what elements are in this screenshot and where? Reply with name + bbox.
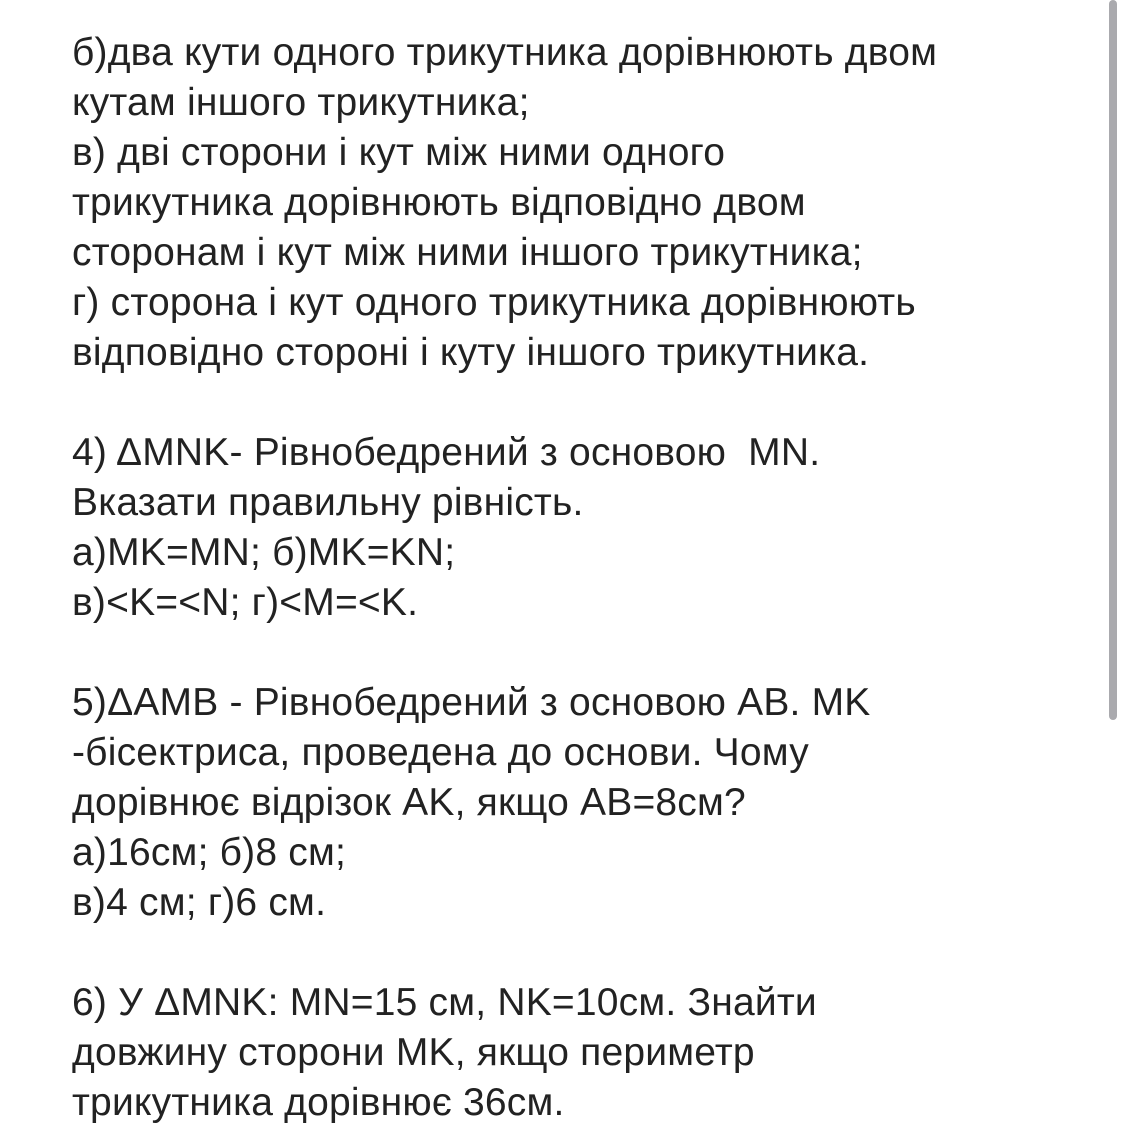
paragraph-gap	[72, 928, 1082, 978]
question-5-statement-line-3: дорівнює відрізок AK, якщо AB=8см?	[72, 781, 746, 824]
question-5	[72, 678, 1082, 928]
question-3-options	[72, 28, 1082, 378]
question-3-option-g-line-2: відповідно стороні і куту іншого трикутника.	[72, 331, 870, 374]
question-5-statement-line-1: 5)ΔAMB - Рівнобедрений з основою AB. MK	[72, 681, 871, 724]
question-4-options-a-b: а)MK=MN; б)MK=KN;	[72, 531, 456, 574]
paragraph-gap	[72, 628, 1082, 678]
question-3-option-v-line-2: трикутника дорівнюють відповідно двом	[72, 181, 806, 224]
question-3-option-v-line-1: в) дві сторони і кут між ними одного	[72, 131, 726, 174]
question-5-options-a-b: а)16см; б)8 см;	[72, 831, 347, 874]
question-3-option-b-line-1: б)два кути одного трикутника дорівнюють двом	[72, 31, 938, 74]
scrollbar-thumb[interactable]	[1109, 0, 1117, 720]
question-6-statement-line-3: трикутника дорівнює 36см.	[72, 1081, 565, 1124]
question-6	[72, 978, 1082, 1128]
question-3-option-g-line-1: г) сторона і кут одного трикутника дорівнюють	[72, 281, 916, 324]
question-3-option-v-line-3: сторонам і кут між ними іншого трикутника;	[72, 231, 863, 274]
question-3-option-b-line-2: кутам іншого трикутника;	[72, 81, 530, 124]
paragraph-gap	[72, 378, 1082, 428]
question-5-options-v-g: в)4 см; г)6 см.	[72, 881, 327, 924]
question-5-statement-line-2: -бісектриса, проведена до основи. Чому	[72, 731, 809, 774]
vertical-scrollbar[interactable]	[1106, 0, 1120, 1125]
question-4	[72, 428, 1082, 628]
question-6-statement-line-1: 6) У ΔMNK: MN=15 см, NK=10см. Знайти	[72, 981, 817, 1024]
question-4-statement: 4) ΔMNK- Рівнобедрений з основою MN.	[72, 431, 821, 474]
question-4-prompt: Вказати правильну рівність.	[72, 481, 584, 524]
cut-off-top-line	[72, 0, 1082, 28]
question-6-statement-line-2: довжину сторони MK, якщо периметр	[72, 1031, 755, 1074]
note-body	[72, 0, 1082, 1128]
question-4-options-v-g: в)<K=<N; г)<M=<K.	[72, 581, 419, 624]
